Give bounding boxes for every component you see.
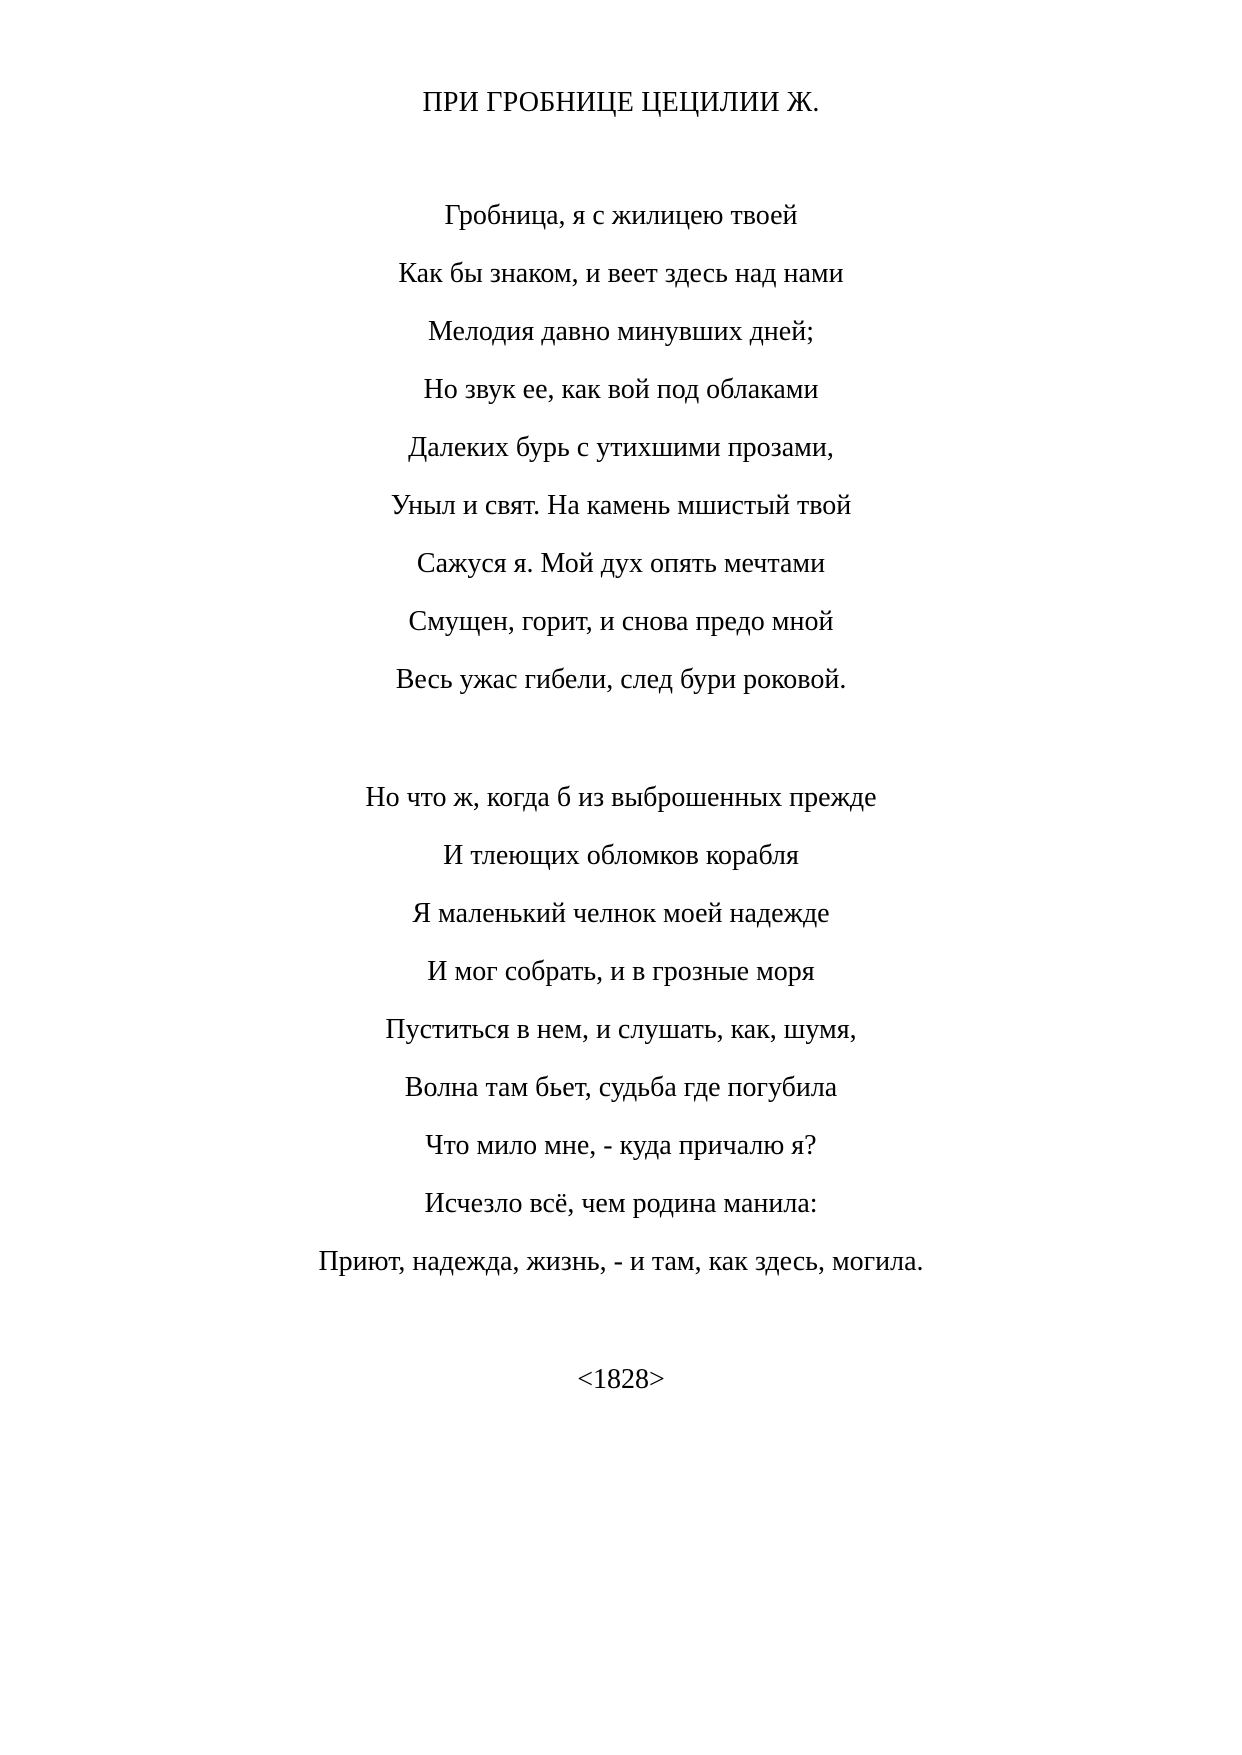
poem-line: Исчезло всё, чем родина манила: [424, 1188, 818, 1219]
poem-line: Но что ж, когда б из выброшенных прежде [365, 782, 877, 813]
poem-line: Мелодия давно минувших дней; [428, 316, 814, 347]
poem-line: Что мило мне, - куда причалю я? [425, 1130, 817, 1161]
poem-line: Волна там бьет, судьба где погубила [404, 1072, 838, 1103]
poem-line: Как бы знаком, и веет здесь над нами [398, 258, 844, 289]
poem-line: И мог собрать, и в грозные моря [427, 956, 815, 987]
poem-date: <1828> [577, 1364, 665, 1395]
poem-line: Приют, надежда, жизнь, - и там, как здесь, могила. [318, 1246, 924, 1277]
poem-line: И тлеющих обломков корабля [443, 840, 799, 871]
poem-line: Смущен, горит, и снова предо мной [408, 606, 834, 637]
poem-title: ПРИ ГРОБНИЦЕ ЦЕЦИЛИИ Ж. [422, 87, 820, 118]
poem-line: Гробница, я с жилицею твоей [444, 200, 798, 231]
stanza-1 [0, 196, 1242, 718]
poem-line: Весь ужас гибели, след бури роковой. [395, 664, 847, 695]
poem-line: Уныл и свят. На камень мшистый твой [390, 490, 852, 521]
poem-line: Я маленький челнок моей надежде [412, 898, 830, 929]
poem-line: Но звук ее, как вой под облаками [423, 374, 819, 405]
poem-line: Далеких бурь с утихшими прозами, [408, 432, 834, 463]
poem-line: Сажуся я. Мой дух опять мечтами [416, 548, 826, 579]
poem-line: Пуститься в нем, и слушать, как, шумя, [385, 1014, 857, 1045]
stanza-2 [0, 778, 1242, 1300]
